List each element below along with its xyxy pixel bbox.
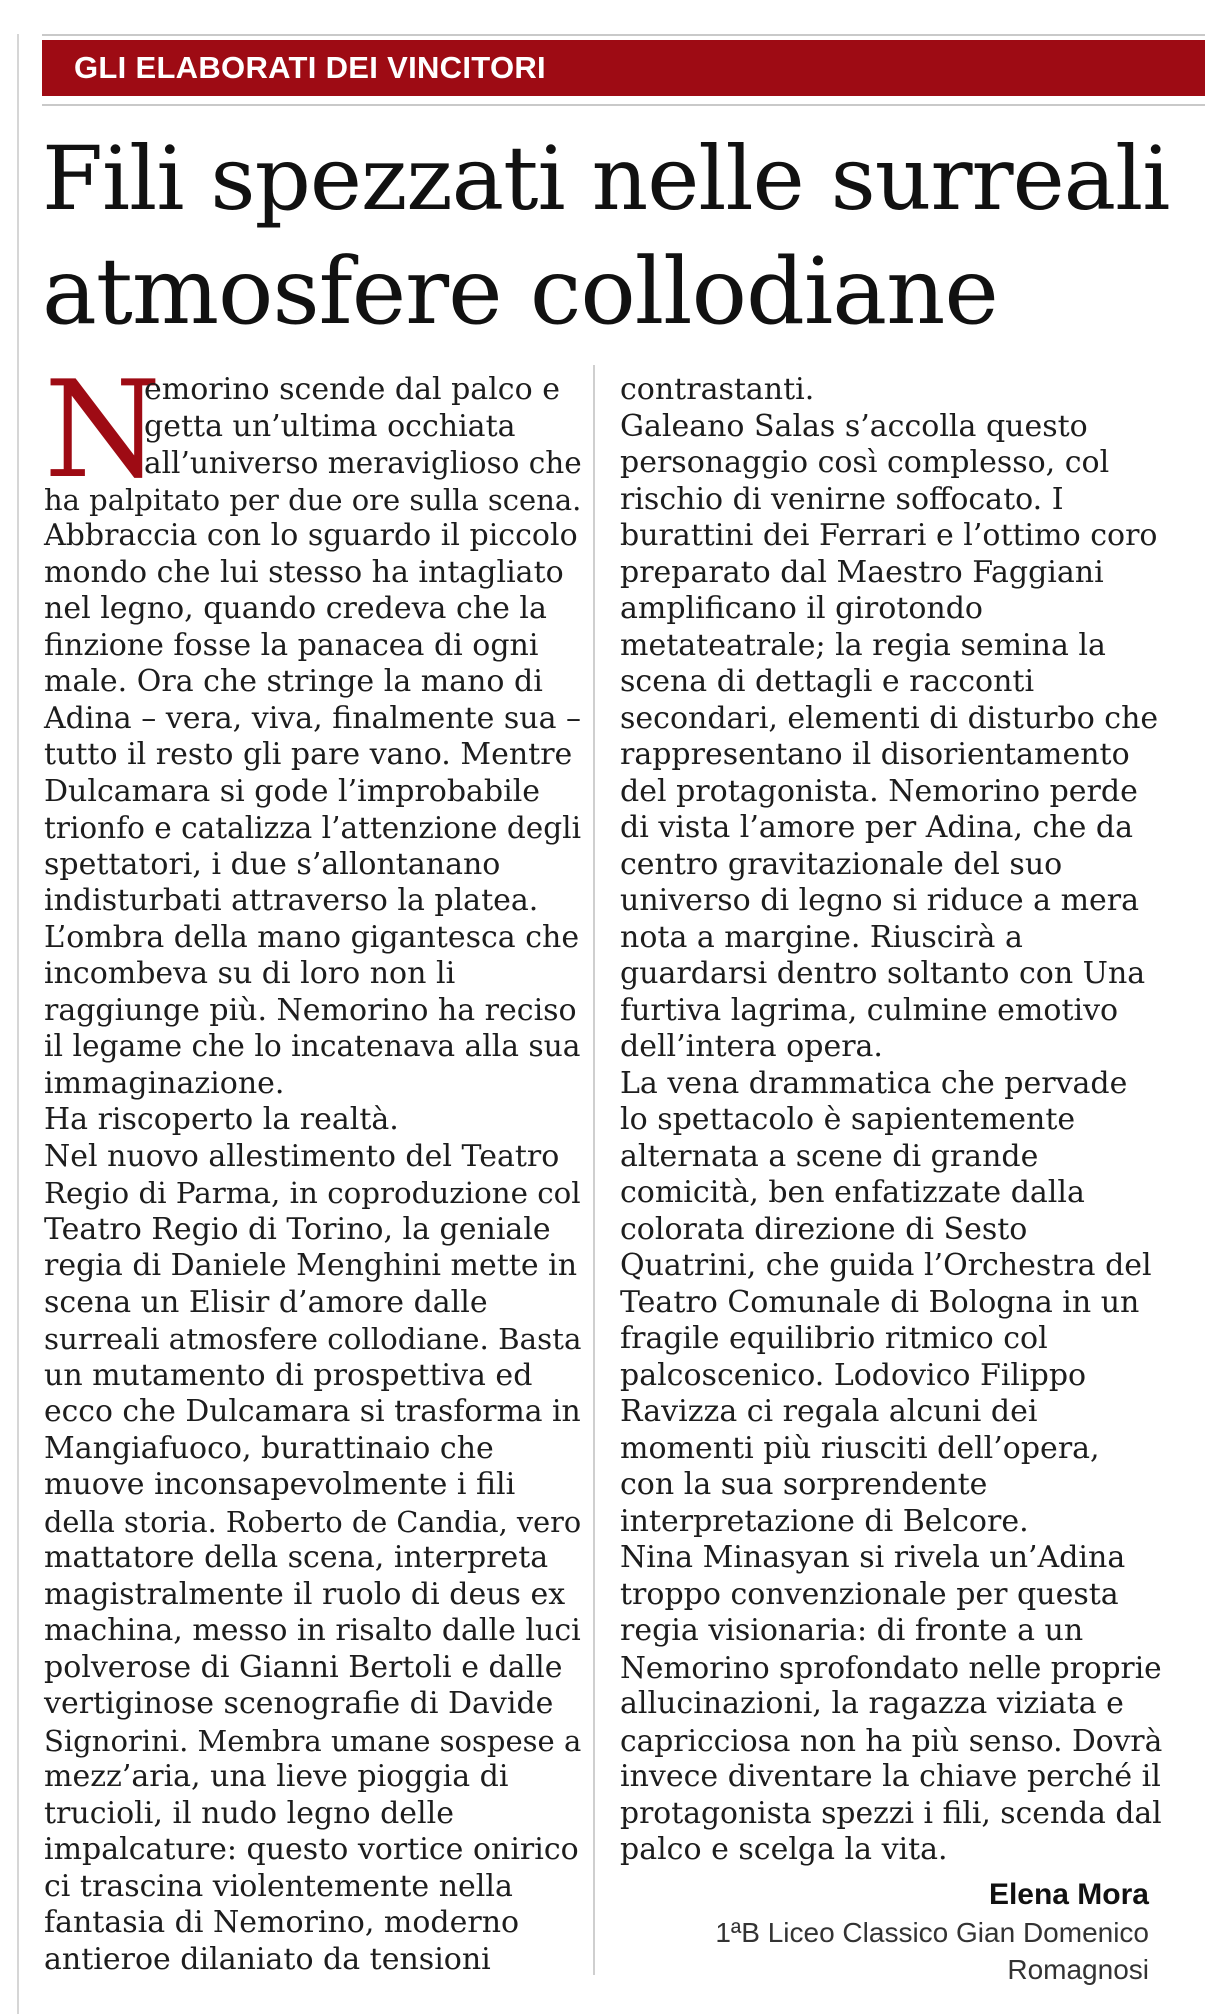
text-line: immaginazione. — [44, 1065, 285, 1101]
text-line: Nemorino sprofondato nelle proprie — [620, 1650, 1162, 1685]
text-line: ha palpitato per due ore sulla scena. — [44, 482, 582, 517]
text-line: L’ombra della mano gigantesca che — [44, 919, 580, 955]
text-line: Dulcamara si gode l’improbabile — [44, 773, 541, 809]
text-line: vertiginose scenografie di Davide — [44, 1686, 554, 1721]
text-line: regia visionaria: di fronte a un — [620, 1613, 1084, 1648]
text-line: Nel nuovo allestimento del Teatro — [44, 1138, 560, 1174]
text-line: mondo che lui stesso ha intagliato — [44, 554, 564, 590]
text-line: incombeva su di loro non li — [44, 956, 456, 991]
text-line: Signorini. Membra umane sospese a — [44, 1723, 582, 1758]
byline-affiliation-line-2: Romagnosi — [1007, 1954, 1149, 1985]
text-line: invece diventare la chiave perché il — [620, 1759, 1161, 1794]
text-line: antieroe dilaniato da tensioni — [44, 1941, 491, 1977]
byline-affiliation-line-1: 1ªB Liceo Classico Gian Domenico — [715, 1917, 1149, 1948]
text-line: Nina Minasyan si rivela un’Adina — [620, 1540, 1126, 1575]
byline — [715, 1876, 1149, 1988]
column-divider — [593, 365, 595, 1975]
text-line: fragile equilibrio ritmico col — [620, 1321, 1048, 1356]
text-line: nel legno, quando credeva che la — [44, 591, 547, 626]
text-line: finzione fosse la panacea di ogni — [44, 627, 539, 663]
text-line: della storia. Roberto de Candia, vero — [44, 1504, 582, 1539]
text-line: mezz’aria, una lieve pioggia di — [44, 1759, 509, 1794]
text-line: all’universo meraviglioso che — [144, 446, 582, 480]
text-line: Abbraccia con lo sguardo il piccolo — [44, 518, 578, 553]
text-line: con la sua sorprendente — [620, 1467, 988, 1502]
text-line: allucinazioni, la ragazza viziata e — [620, 1686, 1124, 1721]
text-line: Teatro Regio di Torino, la geniale — [44, 1211, 551, 1247]
text-line: palcoscenico. Lodovico Filippo — [620, 1357, 1087, 1393]
text-line: guardarsi dentro soltanto con Una — [620, 956, 1146, 991]
text-line: del protagonista. Nemorino perde — [620, 773, 1138, 809]
text-line: secondari, elementi di disturbo che — [620, 700, 1159, 736]
text-line: troppo convenzionale per questa — [620, 1576, 1119, 1612]
text-line: palco e scelga la vita. — [620, 1832, 948, 1867]
text-line: raggiunge più. Nemorino ha reciso — [44, 992, 577, 1028]
article-column-right — [620, 372, 1165, 1869]
text-line: comicità, ben enfatizzate dalla — [620, 1175, 1085, 1210]
text-line: getta un’ultima occhiata — [144, 408, 516, 444]
text-line: protagonista spezzi i fili, scenda dal — [620, 1795, 1162, 1831]
text-line: ci trascina violentemente nella — [44, 1868, 513, 1904]
text-line: colorata direzione di Sesto — [620, 1211, 1028, 1247]
text-line: scena di dettagli e racconti — [620, 664, 1035, 699]
text-line: Ravizza ci regala alcuni dei — [620, 1394, 1038, 1429]
text-line: preparato dal Maestro Faggiani — [620, 554, 1104, 590]
drop-cap: N — [44, 352, 162, 508]
text-line: impalcature: questo vortice onirico — [44, 1832, 579, 1867]
text-line: momenti più riusciti dell’opera, — [620, 1430, 1100, 1466]
text-line: spettatori, i due s’allontanano — [44, 846, 501, 882]
text-line: emorino scende dal palco e — [144, 372, 560, 407]
text-line: Galeano Salas s’accolla questo — [620, 408, 1088, 444]
text-line: Teatro Comunale di Bologna in un — [620, 1284, 1140, 1320]
text-line: trionfo e catalizza l’attenzione degli — [44, 811, 582, 845]
text-line: La vena drammatica che pervade — [620, 1065, 1128, 1101]
section-label: GLI ELABORATI DEI VINCITORI — [74, 50, 546, 85]
text-line: Quatrini, che guida l’Orchestra del — [620, 1248, 1152, 1283]
text-line: contrastanti. — [620, 372, 815, 407]
text-line: ecco che Dulcamara si trasforma in — [44, 1394, 581, 1429]
page-left-rule — [17, 34, 19, 2014]
text-line: furtiva lagrima, culmine emotivo — [620, 992, 1119, 1028]
article-column-left — [44, 352, 584, 1978]
text-line: burattini dei Ferrari e l’ottimo coro — [620, 518, 1158, 553]
text-line: magistralmente il ruolo di deus ex — [44, 1576, 566, 1612]
text-line: muove inconsapevolmente i fili — [44, 1467, 516, 1502]
text-line: surreali atmosfere collodiane. Basta — [44, 1322, 582, 1356]
text-line: dell’intera opera. — [620, 1029, 883, 1064]
section-band-rule — [42, 104, 1205, 106]
headline-line-2: atmosfere collodiane — [42, 238, 998, 345]
text-line: male. Ora che stringe la mano di — [44, 664, 543, 699]
text-line: Mangiafuoco, burattinaio che — [44, 1430, 494, 1466]
text-line: indisturbati attraverso la platea. — [44, 883, 539, 918]
text-line: mattatore della scena, interpreta — [44, 1540, 549, 1575]
page-top-rule — [42, 34, 1205, 36]
text-line: nota a margine. Riuscirà a — [620, 919, 1023, 955]
text-line: fantasia di Nemorino, moderno — [44, 1905, 520, 1940]
text-line: Ha riscoperto la realtà. — [44, 1102, 399, 1137]
text-line: tutto il resto gli pare vano. Mentre — [44, 737, 573, 772]
text-line: regia di Daniele Menghini mette in — [44, 1248, 578, 1283]
text-line: scena un Elisir d’amore dalle — [44, 1284, 488, 1320]
text-line: Regio di Parma, in coproduzione col — [44, 1176, 581, 1210]
text-line: machina, messo in risalto dalle luci — [44, 1613, 581, 1648]
text-line: alternata a scene di grande — [620, 1138, 1039, 1174]
text-line: interpretazione di Belcore. — [620, 1503, 1029, 1539]
text-line: rappresentano il disorientamento — [620, 737, 1130, 772]
text-line: rischio di venirne soffocato. I — [620, 481, 1064, 517]
headline-line-1: Fili spezzati nelle surreali — [42, 127, 1170, 230]
text-line: lo spettacolo è sapientemente — [620, 1102, 1076, 1137]
article-headline — [42, 122, 1182, 348]
text-line: il legame che lo incatenava alla sua — [44, 1029, 581, 1064]
text-line: capricciosa non ha più senso. Dovrà — [620, 1722, 1163, 1758]
text-line: Adina – vera, viva, finalmente sua – — [44, 700, 582, 736]
text-line: di vista l’amore per Adina, che da — [620, 810, 1133, 845]
text-line: amplificano il girotondo — [620, 591, 983, 626]
byline-author: Elena Mora — [988, 1878, 1149, 1911]
text-line: trucioli, il nudo legno delle — [44, 1795, 454, 1831]
text-line: centro gravitazionale del suo — [620, 846, 1063, 882]
text-line: metateatrale; la regia semina la — [620, 627, 1106, 663]
text-line: polverose di Gianni Bertoli e dalle — [44, 1649, 563, 1685]
text-line: personaggio così complesso, col — [620, 445, 1110, 480]
text-line: un mutamento di prospettiva ed — [44, 1357, 533, 1393]
text-line: universo di legno si riduce a mera — [620, 883, 1140, 918]
